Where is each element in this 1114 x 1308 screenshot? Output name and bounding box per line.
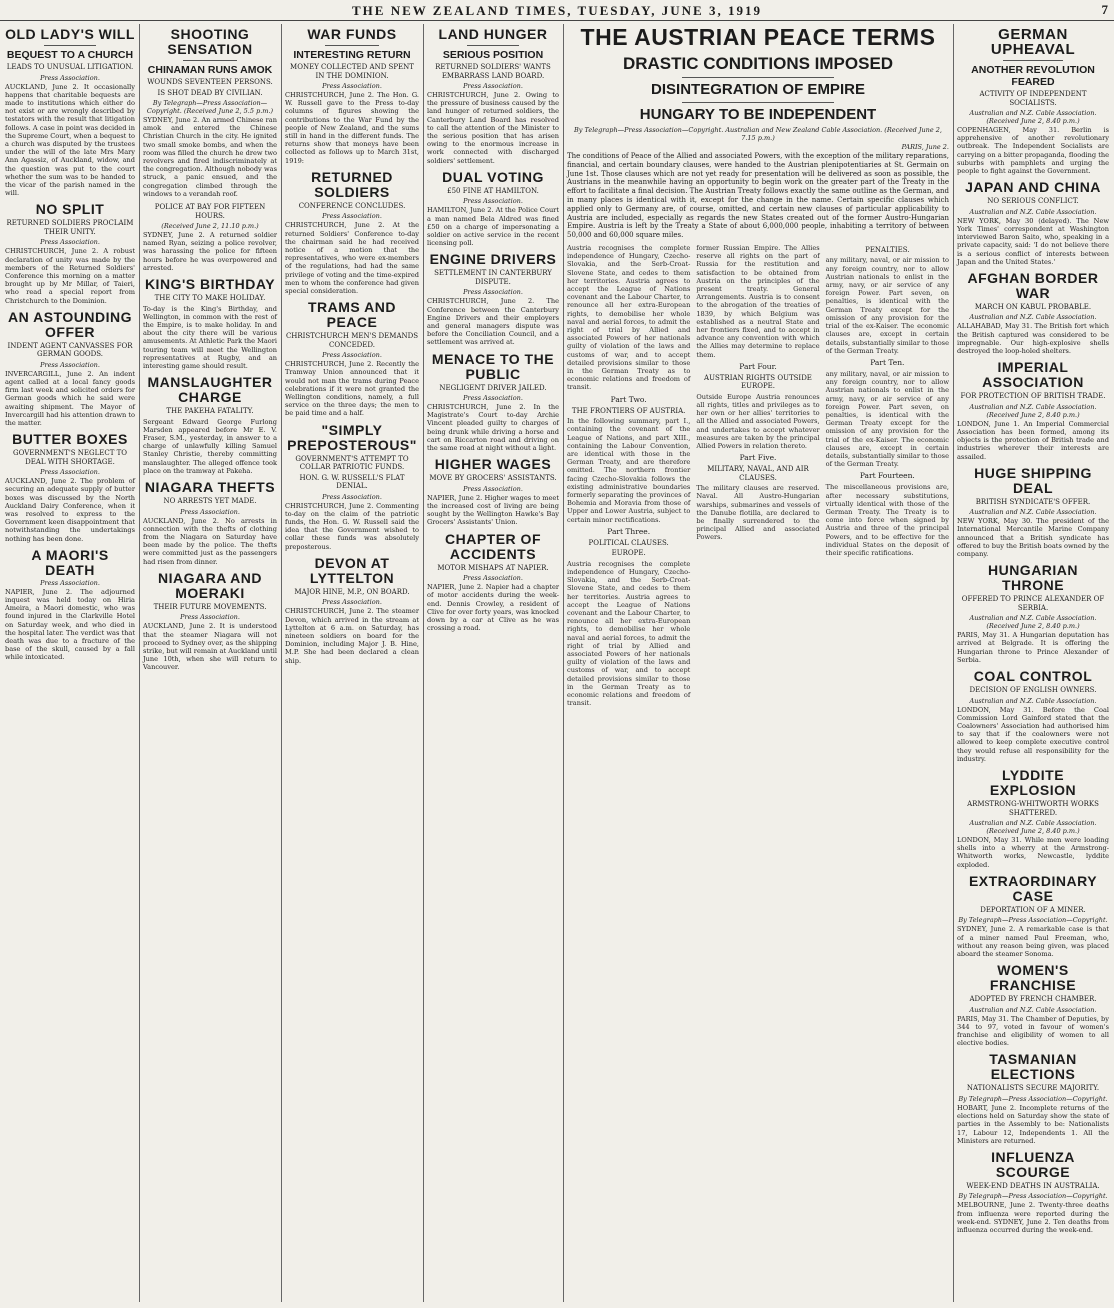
story-subhead: ANOTHER REVOLUTION FEARED	[971, 64, 1095, 88]
story-deck: SETTLEMENT IN CANTERBURY DISPUTE.	[434, 269, 552, 286]
masthead	[0, 0, 1114, 21]
story-deck: RETURNED SOLDIERS PROCLAIM THEIR UNITY.	[6, 219, 134, 236]
part-fourteen-label: Part Fourteen.	[859, 471, 915, 481]
story-credit: Australian and N.Z. Cable Association.	[969, 508, 1097, 517]
main-para-f-cont: any military, naval, or air mission to any foreign country, nor to allow Austrian nationals to enlist in the army, navy, or air service of any foreign Power. Part seven, on penalties, is identical with the German Treaty except for the omission of any provision for the trial of the ex-Kaiser. The economic clauses are, except in certain details, substantially similar to those of the German Treaty.	[825, 369, 949, 469]
story-manslaughter-charge	[143, 375, 277, 475]
story-headline: IMPERIAL ASSOCIATION	[982, 359, 1084, 391]
story-trams-and-peace	[285, 300, 419, 417]
story-credit: By Telegraph—Press Association—Copyright.	[958, 1192, 1108, 1201]
main-para-a-cont: Austria recognises the complete independence of Hungary, Czecho-Slovakia, and the Serb-Croat-Slovene State, and cedes to them her territories. Austria agrees to accept the League of Nations covenant and the Labour Charter, to renounce all her extra-European rights, to demobilise her whole naval and aerial forces, to admit the right of trial by Allied and associated Powers of her nationals guilty of violation of the laws and customs of war, and to accept detailed provisions similar to those in the German Treaty as to economic relations and freedom of transit.	[567, 559, 691, 708]
main-para-g: The miscellaneous provisions are, after necessary substitutions, virtually identical with those of the German Treaty. The Treaty is to come into force when signed by Austria and three of the principal Powers, and to be effective for the individual States on the deposit of their specific ratifications.	[825, 483, 949, 557]
story-devon-at-lyttelton	[285, 556, 419, 665]
story-headline: RETURNED SOLDIERS	[311, 168, 393, 200]
story-body: NAPIER, June 2. Higher wages to meet the increased cost of living are being sought by the Wellington Hawke's Bay Grocers' Assistants' Union.	[427, 493, 559, 527]
story-deck: £50 FINE AT HAMILTON.	[447, 186, 539, 195]
story-deck: MARCH ON KABUL PROBABLE.	[974, 302, 1092, 311]
story-credit: Australian and N.Z. Cable Association.	[969, 1005, 1097, 1014]
story-headline: DEVON AT LYTTELTON	[309, 554, 395, 586]
story-credit: Press Association.	[463, 288, 523, 297]
main-subhead-1: DRASTIC CONDITIONS IMPOSED	[622, 54, 894, 73]
story-body: PARIS, May 31. A Hungarian deputation has arrived at Belgrade. It is offering the Hungarian throne to Prince Alexander of Serbia.	[957, 631, 1109, 664]
part-three-label: Part Three.	[607, 526, 651, 536]
story-deck: NO SERIOUS CONFLICT.	[987, 197, 1079, 206]
story-credit: Australian and N.Z. Cable Association. (Received June 2, 8.40 p.m.)	[969, 109, 1097, 125]
story-credit: By Telegraph—Press Association—Copyright. (Received June 2, 5.5 p.m.)	[146, 99, 274, 115]
story-body: ALLAHABAD, May 31. The British fort which the British captured was considered to be impregnable. Our high-explosive shells destroyed the loop-holed shelters.	[957, 322, 1109, 356]
story-deck: THEIR FUTURE MOVEMENTS.	[153, 602, 267, 611]
story-simply-preposterous	[285, 423, 419, 551]
main-subcol-c	[826, 244, 949, 707]
story-chapter-of-accidents	[427, 532, 559, 633]
story-deck: NEGLIGENT DRIVER JAILED.	[439, 383, 547, 392]
story-headline: SHOOTING SENSATION	[167, 26, 253, 57]
divider	[44, 45, 96, 46]
story-body: CHRISTCHURCH, June 2. Commenting to-day on the claim of the patriotic funds, the Hon. G. W. Russell said the idea that the Government wished to collar these funds was absolutely preposterous.	[285, 501, 419, 551]
story-niagara-moeraki	[143, 571, 277, 672]
story-police-at-bay	[143, 203, 277, 272]
story-body: CHRISTCHURCH, June 2. At the returned Soldiers' Conference to-day the chairman said he had received notice of a motion that the representatives, who were ex-members of the regulations, had had the same privilege of voting and the time-expired men to whom the conference had given special consideration.	[285, 221, 419, 295]
story-influenza-scourge	[957, 1150, 1109, 1234]
main-para-e: The military clauses are reserved. Naval. All Austro-Hungarian warships, submarines and vessels of the Danube flotilla, are declared to be finally surrendered to the principal Allied and associated Powers.	[696, 484, 820, 542]
story-kings-birthday	[143, 277, 277, 370]
story-headline: POLICE AT BAY FOR FIFTEEN HOURS.	[154, 203, 266, 220]
story-higher-wages	[427, 457, 559, 526]
story-body: To-day is the King's Birthday, and Wellington, in common with the rest of the Empire, is to make holiday. In and about the city there will be various amusements. At Athletic Park the Maori touring team will meet the Wellington representatives at Rugby, and an interesting game should result.	[143, 304, 277, 370]
part-four-label: Part Four.	[739, 361, 777, 371]
story-deck: WOUNDS SEVENTEEN PERSONS.	[147, 78, 273, 86]
story-deck: WEEK-END DEATHS IN AUSTRALIA.	[966, 1181, 1100, 1190]
story-deck: ARMSTRONG-WHITWORTH WORKS SHATTERED.	[967, 800, 1099, 817]
story-headline: AN ASTOUNDING OFFER	[8, 308, 132, 340]
story-headline: DUAL VOTING	[442, 168, 544, 185]
story-body: LONDON, June 1. An Imperial Commercial Association has been formed, among its objects is the protection of British trade and industries wherever their interests are assailed.	[957, 419, 1109, 461]
story-credit: Press Association.	[463, 197, 523, 206]
story-extraordinary-case	[957, 874, 1109, 958]
column-6	[954, 24, 1112, 1304]
main-dateline: PARIS, June 2.	[901, 143, 949, 151]
column-3	[282, 24, 422, 1304]
story-headline: LYDDITE EXPLOSION	[989, 767, 1077, 799]
main-para-c: former Russian Empire. The Allies reserve all rights on the part of Russia for the restitution and satisfaction to be obtained from Austria on the principles of the present treaty. General Arrangements. Austria is to consent to the abrogation of the treaties of 1839, by which Belgium was established as a neutral State and her frontiers fixed, and to accept in advance any convention with which the Allies may determine to replace them.	[696, 243, 820, 359]
main-para-a: Austria recognises the complete independence of Hungary, Czecho-Slovakia, and the Serb-Croat-Slovene State, and cedes to them her territories. Austria agrees to accept the League of Nations covenant and the Labour Charter, to renounce all her extra-European rights, to demobilise her whole naval and aerial forces, to admit the right of trial by Allied and associated Powers of her nationals guilty of violation of the laws and customs of war, and to accept detailed provisions similar to those in the German Treaty as to economic relations and freedom of transit.	[567, 243, 691, 392]
story-subhead: SERIOUS POSITION	[442, 49, 544, 61]
story-body: AUCKLAND, June 2. No arrests in connection with the thefts of clothing from the Niagara on Saturday have been made by the police. The thefts were committed just as the passengers had risen from dinner.	[143, 516, 277, 566]
story-credit: Australian and N.Z. Cable Association. (Received June 2, 8.40 p.m.)	[969, 614, 1097, 631]
part-two-title: THE FRONTIERS OF AUSTRIA.	[571, 406, 686, 415]
story-japan-and-china	[957, 180, 1109, 266]
story-dual-voting	[427, 170, 559, 248]
story-headline: BUTTER BOXES	[12, 431, 128, 448]
story-coal-control	[957, 669, 1109, 763]
story-body: NAPIER, June 2. Napier had a chapter of motor accidents during the week-end. Dennis Crowley, a resident of Clive for over forty years, was knocked down by a car at Clive as he was crossing a road.	[427, 583, 559, 633]
story-butter-boxes	[5, 432, 135, 543]
story-deck: GOVERNMENT'S NEGLECT TO DEAL WITH SHORTAGE.	[12, 449, 128, 466]
part-ten-label: Part Ten.	[870, 357, 905, 367]
story-headline: HUNGARIAN THRONE	[987, 562, 1079, 594]
story-credit: Press Association.	[463, 484, 523, 493]
part-two-label: Part Two.	[610, 394, 647, 404]
story-body: CHRISTCHURCH, June 2. Owing to the pressure of business caused by the land hunger of returned soldiers, the Canterbury Land Board has resolved to call the attention of the Minister to the serious position that has arisen owing to the enormous increase in work connected with discharged soldiers' settlement.	[427, 91, 559, 165]
story-body: HAMILTON, June 2. At the Police Court a man named Bela Aldred was fined £50 on a charge of impersonating a soldier on active service in the recent licensing poll.	[427, 206, 559, 248]
story-credit: Press Association.	[463, 82, 523, 90]
part-five-title: MILITARY, NAVAL, AND AIR CLAUSES.	[707, 465, 809, 482]
divider	[682, 102, 835, 103]
main-lead: The conditions of Peace of the Allied and associated Powers, with the exception of the military reparations, financial, and certain boundary clauses, were handed to the Austrian plenipotentiaries at St. Germain on June 1st. Those clauses which are not yet ready for presentation will be delivered as soon as possible, the Austrians in the meanwhile having an opportunity to begin work on the greater part of the Treaty in the effort to facilitate a final decision. The Austrian Treaty follows exactly the same outline as the German, and in many places is identical with it, except for the change in the name. Certain specific clauses which applied only to Germany are, of course, omitted, and certain new clauses of particular applicability to Austria are included, especially as regards the new States created out of the former Austro-Hungarian Empire. Austria is left by the Treaty a State of about 6,000,000 people, inhabiting a territory of between 50,000 and 60,000 square miles.	[567, 152, 949, 240]
story-deck: MAJOR HINE, M.P., ON BOARD.	[294, 587, 410, 596]
story-deck: MOTOR MISHAPS AT NAPIER.	[437, 563, 549, 572]
story-credit: Australian and N.Z. Cable Association. (Received June 2, 8.40 p.m.)	[969, 402, 1097, 419]
story-deck: FOR PROTECTION OF BRITISH TRADE.	[960, 392, 1106, 401]
story-credit: Australian and N.Z. Cable Association.	[969, 207, 1097, 216]
main-para-d: Outside Europe Austria renounces all rights, titles and privileges as to her own or her allies' territories to all the Allied and associated Powers, and undertakes to accept whatever measures are taken by the principal Allied Powers in relation thereto.	[696, 392, 820, 451]
story-credit: Australian and N.Z. Cable Association.	[969, 313, 1097, 322]
story-headline: EXTRAORDINARY CASE	[968, 872, 1098, 904]
story-credit: Press Association.	[40, 468, 100, 477]
story-headline: LAND HUNGER	[438, 26, 548, 42]
column-5-austrian-peace-terms	[564, 24, 952, 1304]
part-four-title: AUSTRIAN RIGHTS OUTSIDE EUROPE.	[704, 373, 812, 391]
main-para-f: any military, naval, or air mission to any foreign country, nor to allow Austrian nationals to enlist in the army, navy, or air service of any foreign Power. Part seven, on penalties, is identical with the German Treaty except for the omission of any provision for the trial of the ex-Kaiser. The economic clauses are, except in certain details, substantially similar to those of the German Treaty.	[825, 256, 949, 355]
story-body: PARIS, May 31. The Chamber of Deputies, by 344 to 97, voted in favour of women's franchise and eligibility of women to all elective bodies.	[957, 1014, 1109, 1048]
story-body: Sergeant Edward George Furlong Marsden appeared before Mr E. V. Fraser, S.M., yesterday, in answer to a charge of unlawfully killing Samuel Stanley Christie, thereby committing manslaughter. The alleged offence took place on the tramway at Pakeha.	[143, 417, 277, 475]
main-subhead-2: DISINTEGRATION OF EMPIRE	[651, 81, 865, 98]
story-old-ladys-will	[5, 27, 135, 197]
story-deck: GOVERNMENT'S ATTEMPT TO COLLAR PATRIOTIC FUNDS.	[295, 454, 409, 472]
story-credit: Press Association.	[40, 73, 100, 82]
story-credit: Press Association.	[180, 507, 240, 516]
story-credit: By Telegraph—Press Association—Copyright.	[958, 916, 1108, 925]
story-deck: NO ARRESTS YET MADE.	[163, 497, 257, 506]
story-body: MELBOURNE, June 2. Twenty-three deaths from influenza were reported during the week-end. SYDNEY, June 2. Ten deaths from influenza occurred during the week-end.	[957, 1201, 1109, 1235]
story-body: CHRISTCHURCH, June 2. A robust declaration of unity was made by the members of the Returned Soldiers' Conference this morning on a matter brought up by Mr Millar, of Taieri, who read a special report from Christchurch to the Dominion.	[5, 247, 135, 305]
column-1	[2, 24, 138, 1304]
story-headline: NIAGARA AND MOERAKI	[157, 569, 262, 601]
story-headline: HIGHER WAGES	[434, 456, 552, 473]
story-deck-2: IS SHOT DEAD BY CIVILIAN.	[157, 88, 263, 97]
story-body: AUCKLAND, June 2. It occasionally happens that charitable bequests are made to institutions which either do not exist or are wrongly described by testators with the result that litigation follows. A case in point was decided in the Supreme Court, when a bequest to a church was disputed by the trustees under the will of the late Mrs Mary Ann Agassiz, of Auckland, widow, and the question was put to the court whether the sum was to be handed to the vicar of the parish named in the will.	[5, 82, 135, 198]
story-deck: CHRISTCHURCH MEN'S DEMANDS CONCEDED.	[285, 332, 419, 349]
story-headline: NO SPLIT	[35, 201, 105, 218]
story-deck: NATIONALISTS SECURE MAJORITY.	[966, 1084, 1100, 1093]
column-2	[140, 24, 280, 1304]
divider	[682, 77, 835, 78]
europe-label: EUROPE.	[611, 549, 646, 558]
story-huge-shipping-deal	[957, 466, 1109, 559]
story-war-funds	[285, 27, 419, 165]
story-headline: A MAORI'S DEATH	[31, 546, 109, 578]
story-headline: CHAPTER OF ACCIDENTS	[445, 530, 541, 562]
main-columns	[567, 244, 949, 707]
story-credit: Press Association.	[463, 574, 523, 583]
story-headline: WAR FUNDS	[307, 26, 397, 42]
story-deck: BRITISH SYNDICATE'S OFFER.	[975, 497, 1091, 506]
story-subhead: INTERESTING RETURN	[293, 49, 411, 61]
divider	[183, 60, 237, 61]
story-deck: MOVE BY GROCERS' ASSISTANTS.	[429, 474, 557, 483]
story-body: AUCKLAND, June 2. The problem of securing an adequate supply of butter boxes was discussed by the North Auckland Dairy Conference, when it was resolved to express to the Government keen disappointment that notwithstanding the undertakings nothing has been done.	[5, 477, 135, 543]
story-headline: WOMEN'S FRANCHISE	[989, 962, 1077, 994]
story-body: NAPIER, June 2. The adjourned inquest was held today on Hiria Ameira, a Maori domestic, who was found injured in the Clarkville Hotel on Saturday week, and who died in the hospital later. The verdict was that death was due to a fracture of the base of the skull, caused by a fall while intoxicated.	[5, 587, 135, 662]
part-five-label: Part Five.	[739, 453, 777, 463]
story-lyddite-explosion	[957, 768, 1109, 869]
story-body: NEW YORK, May 30. The president of the International Mercantile Marine Company announced that a British syndicate has offered to buy the British boats owned by the company.	[957, 517, 1109, 559]
story-body: LONDON, May 31. While men were loading shells into a wherry at the Armstrong-Whitworth works, Newcastle, lyddite exploded.	[957, 836, 1109, 869]
story-headline: TASMANIAN ELECTIONS	[989, 1051, 1077, 1083]
story-body: LONDON, May 31. Before the Coal Commission Lord Gainford stated that the Coalowners' Association had authorised him to say that if the coalowners were not allowed to keep complete executive control they would refuse all responsibility for the industry.	[957, 705, 1109, 763]
story-body: HOBART, June 2. Incomplete returns of the elections held on Saturday show the state of parties in the Assembly to be: Nationalists 17, Labour 12, Independents 1. All the Ministers are returned.	[957, 1103, 1109, 1145]
story-credit: (Received June 2, 11.10 p.m.)	[161, 222, 259, 231]
story-tasmanian-elections	[957, 1052, 1109, 1145]
story-body: NEW YORK, May 30 (delayed). The New York Times' correspondent at Washington interviewed Baron Saito, who, speaking in a private capacity, said: 'I do not believe there is a serious conflict of interests between Japan and the United States.'	[957, 216, 1109, 266]
story-credit: Press Association.	[322, 598, 382, 607]
story-niagara-thefts	[143, 480, 277, 566]
story-astounding-offer	[5, 310, 135, 427]
story-credit: Press Association.	[40, 578, 100, 587]
story-deck: ADOPTED BY FRENCH CHAMBER.	[969, 995, 1097, 1004]
story-headline: "SIMPLY PREPOSTEROUS"	[287, 421, 417, 453]
main-headline: THE AUSTRIAN PEACE TERMS	[580, 24, 936, 50]
story-body: COPENHAGEN, May 31. Berlin is apprehensive of another revolutionary outbreak. The Independent Socialists are carrying on a bitter propaganda, flooding the suburbs with pamphlets and urging the people to fight against the Government.	[957, 126, 1109, 176]
story-body: CHRISTCHURCH, June 2. In the Magistrate's Court to-day Archie Vincent pleaded guilty to charges of being drunk while driving a horse and cart on Riccarton road and driving on the same road at night without a light.	[427, 403, 559, 453]
story-deck: ACTIVITY OF INDEPENDENT SOCIALISTS.	[979, 90, 1087, 107]
story-body: SYDNEY, June 2. A remarkable case is that of a miner named Paul Freeman, who, without any reason being given, was placed aboard the steamer Sonoma.	[957, 925, 1109, 958]
story-subhead: BEQUEST TO A CHURCH	[6, 49, 134, 61]
story-headline: ENGINE DRIVERS	[429, 251, 557, 268]
story-deck: RETURNED SOLDIERS' WANTS EMBARRASS LAND BOARD.	[435, 63, 551, 80]
story-deck: DEPORTATION OF A MINER.	[980, 905, 1086, 914]
story-imperial-association	[957, 360, 1109, 461]
story-menace-to-public	[427, 352, 559, 453]
story-deck: OFFERED TO PRINCE ALEXANDER OF SERBIA.	[961, 595, 1105, 612]
divider	[1003, 60, 1064, 61]
story-credit: By Telegraph—Press Association—Copyright.	[958, 1094, 1108, 1103]
story-headline: OLD LADY'S WILL	[5, 26, 135, 42]
story-credit: Press Association.	[322, 82, 382, 90]
story-body: SYDNEY, June 2. An armed Chinese ran amok and entered the Chinese Christian Church in the city. He ignited two small smoke bombs, and when the room was filled the church he drew two revolvers and fired indiscriminately at the congregation. Although nobody was struck, a panic ensued, and the congregation climbed through the windows to a verandah roof.	[143, 116, 277, 198]
story-body: CHRISTCHURCH, June 2. Recently the Tramway Union announced that it would not man the trams during Peace celebrations if it were not granted the Wellington conditions, namely, a full service on the three days; the men to be paid time and a half.	[285, 360, 419, 418]
story-afghan-border-war	[957, 271, 1109, 355]
story-deck: MONEY COLLECTED AND SPENT IN THE DOMINION.	[290, 63, 414, 80]
story-shooting-sensation	[143, 27, 277, 198]
story-body: SYDNEY, June 2. A returned soldier named Ryan, seizing a police revolver, was harassing the police for fifteen hours before he was overpowered and arrested.	[143, 231, 277, 272]
story-credit: Press Association.	[322, 212, 382, 221]
story-deck: THE CITY TO MAKE HOLIDAY.	[154, 294, 266, 303]
main-credit: By Telegraph—Press Association—Copyright. Australian and New Zealand Cable Association. (Received June 2, 7.15 p.m.)	[574, 126, 942, 142]
story-headline: COAL CONTROL	[973, 668, 1093, 685]
main-para-b: In the following summary, part I., containing the covenant of the League of Nations, and part XIII., containing the Labour Convention, are identical with those in the German Treaty, and are therefore omitted. The northern frontier facing Czecho-Slovakia follows the existing administrative boundaries formerly separating the provinces of Bohemia and Moravia from those of Upper and Lower Austria, subject to certain minor rectifications.	[567, 417, 691, 524]
story-no-split	[5, 202, 135, 304]
story-credit: Press Association.	[463, 394, 523, 403]
story-credit: Press Association.	[322, 351, 382, 360]
story-deck-2: HON. G. W. RUSSELL'S FLAT DENIAL.	[299, 473, 405, 491]
story-returned-soldiers	[285, 170, 419, 295]
story-subhead: CHINAMAN RUNS AMOK	[147, 64, 273, 76]
main-subcol-a	[567, 244, 690, 707]
newspaper-title: THE NEW ZEALAND TIMES, TUESDAY, JUNE 3, 1919	[352, 3, 762, 18]
story-credit: Australian and N.Z. Cable Association. (Received June 2, 8.40 p.m.)	[969, 819, 1097, 836]
column-4	[424, 24, 562, 1304]
story-credit: Press Association.	[180, 613, 240, 622]
story-headline: INFLUENZA SCOURGE	[991, 1148, 1075, 1180]
story-body: AUCKLAND, June 2. It is understood that the steamer Niagara will not proceed to Sydney over, as the shipping strike, but will remain at Auckland until June 10th, when she will return to Vancouver.	[143, 622, 277, 672]
story-headline: AFGHAN BORDER WAR	[967, 269, 1099, 301]
story-headline: NIAGARA THEFTS	[144, 479, 276, 496]
story-credit: Press Association.	[40, 360, 100, 369]
story-body: CHRISTCHURCH, June 2. The Hon. G. W. Russell gave to the Press to-day columns of figures showing the contributions to the War Fund by the people of New Zealand, and the sums still in hand in the different funds. The returns show that moneys have been collected as follows up to March 31st, 1919:	[285, 91, 419, 165]
story-deck: CONFERENCE CONCLUDES.	[298, 201, 406, 210]
story-headline: JAPAN AND CHINA	[965, 179, 1101, 196]
main-subhead-3: HUNGARY TO BE INDEPENDENT	[639, 106, 877, 123]
part-three-title: POLITICAL CLAUSES.	[588, 538, 669, 547]
divider	[467, 45, 520, 46]
story-headline: TRAMS AND PEACE	[308, 299, 396, 331]
story-womens-franchise	[957, 963, 1109, 1047]
story-credit: Press Association.	[322, 492, 382, 501]
penalties-label: PENALTIES.	[865, 245, 910, 254]
story-body: INVERCARGILL, June 2. An indent agent called at a local fancy goods firm last week and solicited orders for German goods which he said were awaiting shipment. The Mayor of Invercargill had his attention drawn to the matter.	[5, 369, 135, 427]
story-deck: DECISION OF ENGLISH OWNERS.	[969, 686, 1097, 695]
story-body: CHRISTCHURCH, June 2. The Conference between the Canterbury Engine Drivers and their employers and general managers dispute was before the Conciliation Council, and a settlement was arrived at.	[427, 297, 559, 347]
page-number: 7	[1101, 2, 1108, 17]
story-headline: KING'S BIRTHDAY	[144, 276, 276, 293]
story-deck: LEADS TO UNUSUAL LITIGATION.	[6, 63, 134, 71]
story-land-hunger	[427, 27, 559, 165]
story-headline: HUGE SHIPPING DEAL	[974, 464, 1092, 496]
story-headline: MANSLAUGHTER CHARGE	[147, 374, 273, 406]
story-hungarian-throne	[957, 563, 1109, 664]
story-headline: MENACE TO THE PUBLIC	[431, 350, 555, 382]
story-headline: GERMAN UPHEAVAL	[990, 26, 1076, 58]
story-deck: THE PAKEHA FATALITY.	[166, 407, 254, 416]
story-credit: Australian and N.Z. Cable Association.	[969, 696, 1097, 705]
story-credit: Press Association.	[40, 238, 100, 247]
story-engine-drivers	[427, 252, 559, 346]
story-deck: INDENT AGENT CANVASSES FOR GERMAN GOODS.	[7, 341, 133, 359]
story-body: CHRISTCHURCH, June 2. The steamer Devon, which arrived in the stream at Lyttelton at 6 a.m. on Saturday, has nineteen soldiers on board for the Dominion, including Major J. B. Hine, M.P. She had been declared a clean ship.	[285, 607, 419, 665]
main-subcol-b	[696, 244, 819, 707]
story-german-upheaval	[957, 27, 1109, 175]
story-maoris-death	[5, 548, 135, 662]
divider	[325, 45, 379, 46]
